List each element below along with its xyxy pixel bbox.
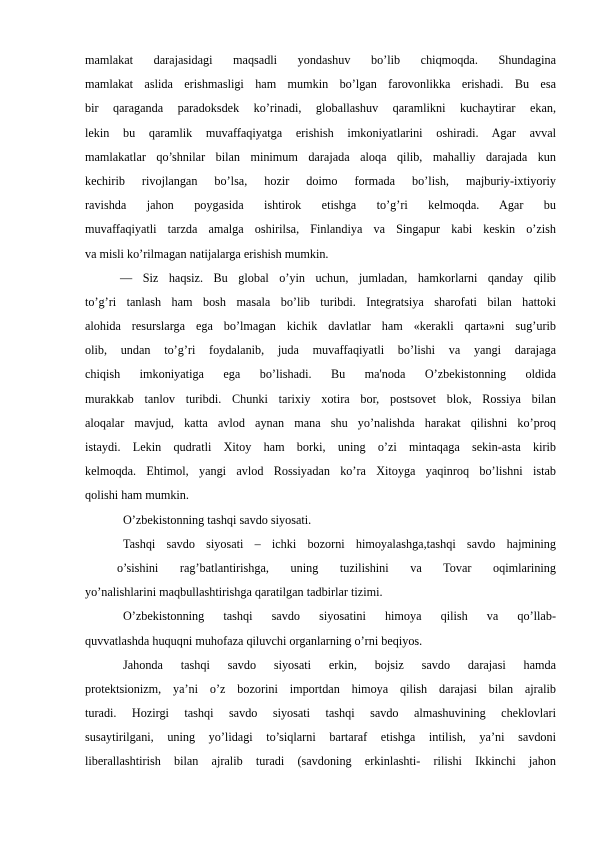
- text-line: murakkab tanlov turibdi. Chunki tarixiy xotira bor, postsovet blok, Rossiya bilan: [85, 391, 556, 406]
- text-line: lekin bu qaramlik muvaffaqiyatga erishish imkoniyatlarini oshiradi. Agar avval: [85, 125, 556, 140]
- text-line: Jahonda tashqi savdo siyosati erkin, bojsiz savdo darajasi hamda: [123, 657, 556, 672]
- text-line: kechirib rivojlangan bo’lsa, hozir doimo formada bo’lish, majburiy-ixtiyoriy: [85, 173, 556, 188]
- text-line: liberallashtirish bilan ajralib turadi (savdoning erkinlashti- rilishi Ikkinchi jahon: [85, 754, 556, 769]
- text-line: alohida resurslarga ega bo’lmagan kichik davlatlar ham «kerakli qarta»ni sug’urib: [85, 319, 556, 334]
- text-line: yo’nalishlarini maqbullashtirishga qaratilgan tadbirlar tizimi.: [85, 585, 383, 600]
- text-line: Tashqi savdo siyosati – ichki bozorni himoyalashga,tashqi savdo hajmining: [123, 536, 556, 551]
- text-line: mamlakat darajasidagi maqsadli yondashuv bo’lib chiqmoqda. Shundagina: [85, 53, 556, 67]
- text-line: olib, undan to’g’ri foydalanib, juda muvaffaqiyatli bo’lishi va yangi darajaga: [85, 343, 556, 358]
- text-line: — Siz haqsiz. Bu global o’yin uchun, jumladan, hamkorlarni qanday qilib: [120, 270, 556, 285]
- text-line: va misli ko’rilmagan natijalarga erishish mumkin.: [85, 246, 329, 261]
- document-page: [85, 48, 556, 774]
- text-line: O’zbekistonning tashqi savdo siyosatini himoya qilish va qo’llab-: [123, 609, 556, 624]
- text-line: ravishda jahon poygasida ishtirok etishga to’g’ri kelmoqda. Agar bu: [85, 198, 556, 213]
- text-line: quvvatlashda huquqni muhofaza qiluvchi organlarning o’rni beqiyos.: [85, 633, 423, 648]
- text-line: turadi. Hozirgi tashqi savdo siyosati tashqi savdo almashuvining cheklovlari: [85, 706, 556, 721]
- text-line: chiqish imkoniyatiga ega bo’lishadi. Bu ma'noda O’zbekistonning oldida: [85, 367, 556, 382]
- text-line: kelmoqda. Ehtimol, yangi avlod Rossiyadan ko’ra Xitoyga yaqinroq bo’lishni istab: [85, 464, 556, 479]
- text-line: susaytirilgani, uning yo’lidagi to’siqlarni bartaraf etishga intilish, ya’ni savdoni: [85, 730, 556, 745]
- text-line: aloqalar mavjud, katta avlod aynan mana shu yo’nalishda harakat qilishni ko’proq: [85, 415, 556, 430]
- text-line: protektsionizm, ya’ni o’z bozorini importdan himoya qilish darajasi bilan ajralib: [85, 681, 556, 696]
- section-heading: O’zbekistonning tashqi savdo siyosati.: [123, 512, 312, 527]
- text-line: mamlakat aslida erishmasligi ham mumkin bo’lgan farovonlikka erishadi. Bu esa: [85, 77, 556, 92]
- text-line: mamlakatlar qo’shnilar bilan minimum darajada aloqa qilib, mahalliy darajada kun: [85, 149, 556, 164]
- text-line: bir qaraganda paradoksdek ko’rinadi, globallashuv qaramlikni kuchaytirar ekan,: [85, 101, 556, 116]
- text-line: qolishi ham mumkin.: [85, 488, 189, 503]
- text-line: to’g’ri tanlash ham bosh masala bo’lib turibdi. Integratsiya sharofati bilan hattoki: [85, 294, 556, 309]
- text-line: muvaffaqiyatli tarzda amalga oshirilsa, Finlandiya va Singapur kabi keskin o’zish: [85, 222, 556, 237]
- text-line: o’sishini rag’batlantirishga, uning tuzilishini va Tovar oqimlarining: [117, 560, 556, 575]
- text-line: istaydi. Lekin qudratli Xitoy ham borki, uning o’zi mintaqaga sekin-asta kirib: [85, 440, 556, 454]
